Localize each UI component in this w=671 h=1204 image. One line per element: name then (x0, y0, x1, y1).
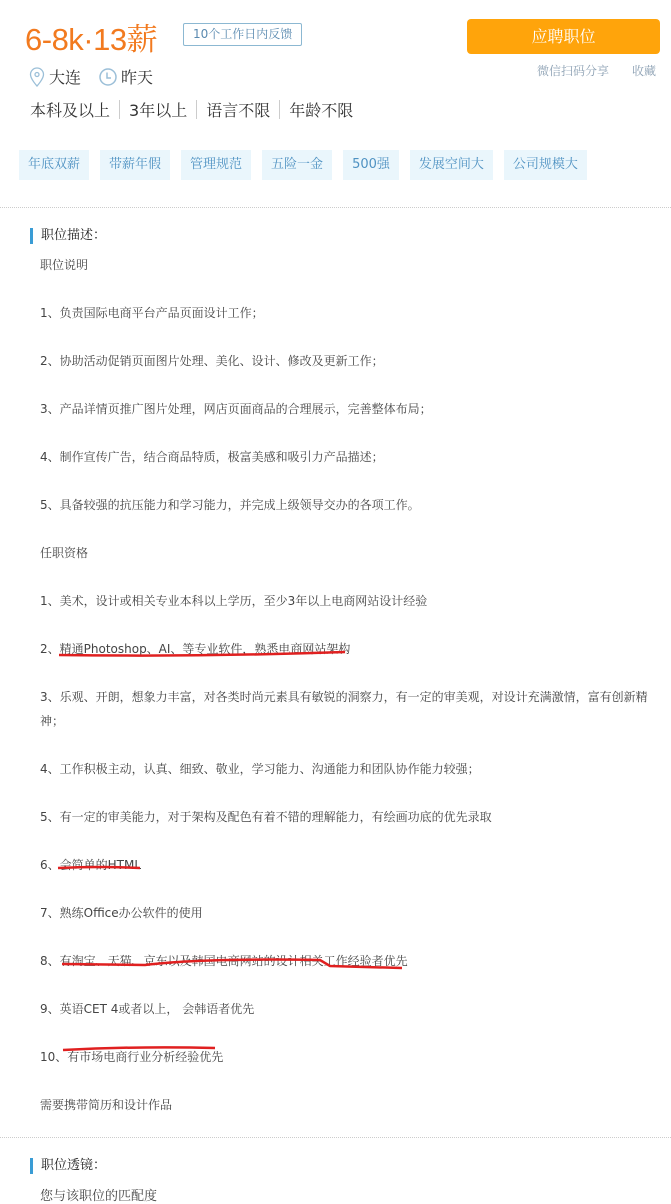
job-description (40, 253, 650, 1141)
description-line: 2、协助活动促销页面图片处理、美化、设计、修改及更新工作； (40, 354, 384, 368)
description-line: 职位说明 (40, 258, 89, 272)
description-line: 5、有一定的审美能力，对于架构及配色有着不错的理解能力，有绘画功底的优先录取 (40, 810, 492, 824)
description-line: 6、会简单的HTML (40, 858, 142, 872)
posted-time: 昨天 (121, 68, 154, 87)
tag: 管理规范 (181, 150, 251, 180)
tag: 五险一金 (262, 150, 332, 180)
divider (119, 100, 120, 119)
collect-link[interactable]: 收藏 (632, 64, 657, 78)
description-line: 1、美术，设计或相关专业本科以上学历，至少3年以上电商网站设计经验 (40, 594, 428, 608)
benefit-tags (19, 150, 587, 180)
section-divider (0, 207, 671, 208)
description-line: 3、乐观、开朗，想象力丰富，对各类时尚元素具有敏锐的洞察力，有一定的审美观，对设计充满激情，富有创新精神； (40, 690, 648, 728)
description-line: 1、负责国际电商平台产品页面设计工作； (40, 306, 264, 320)
description-line: 4、制作宣传广告，结合商品特质，极富美感和吸引力产品描述； (40, 450, 384, 464)
requirements (30, 98, 353, 121)
tag: 500强 (343, 150, 399, 180)
city: 大连 (49, 68, 82, 87)
description-line: 3、产品详情页推广图片处理，网店页面商品的合理展示，完善整体布局； (40, 402, 432, 416)
req-experience: 3年以上 (129, 101, 188, 120)
description-line: 任职资格 (40, 546, 89, 560)
req-age: 年龄不限 (289, 101, 354, 120)
location-icon (29, 66, 45, 87)
divider (279, 100, 280, 119)
description-line: 4、工作积极主动，认真、细致、敬业，学习能力、沟通能力和团队协作能力较强； (40, 762, 480, 776)
description-line: 5、具备较强的抗压能力和学习能力，并完成上级领导交办的各项工作。 (40, 498, 420, 512)
feedback-badge: 10个工作日内反馈 (183, 23, 302, 46)
description-line: 7、熟练Office办公软件的使用 (40, 906, 203, 920)
section-divider (0, 1137, 671, 1138)
req-education: 本科及以上 (30, 101, 111, 120)
apply-button[interactable]: 应聘职位 (467, 19, 660, 54)
salary: 6-8k·13薪 (25, 22, 158, 57)
tag: 带薪年假 (100, 150, 170, 180)
description-line: 8、有淘宝、天猫、京东以及韩国电商网站的设计相关工作经验者优先 (40, 954, 408, 968)
divider (196, 100, 197, 119)
description-heading: 职位描述： (30, 228, 106, 244)
description-line: 10、有市场电商行业分析经验优先 (40, 1050, 224, 1064)
tag: 公司规模大 (504, 150, 587, 180)
lens-heading: 职位透镜： (30, 1158, 106, 1174)
tag: 发展空间大 (410, 150, 493, 180)
description-line: 9、英语CET 4或者以上， 会韩语者优先 (40, 1002, 255, 1016)
req-language: 语言不限 (206, 101, 271, 120)
match-label: 您与该职位的匹配度 (40, 1189, 158, 1204)
description-line: 2、精通Photoshop、AI、等专业软件，熟悉电商网站架构 (40, 642, 351, 656)
wechat-share-link[interactable]: 微信扫码分享 (537, 64, 610, 78)
clock-icon (99, 67, 117, 87)
job-meta (29, 65, 153, 88)
description-line: 需要携带简历和设计作品 (40, 1098, 173, 1112)
tag: 年底双薪 (19, 150, 89, 180)
